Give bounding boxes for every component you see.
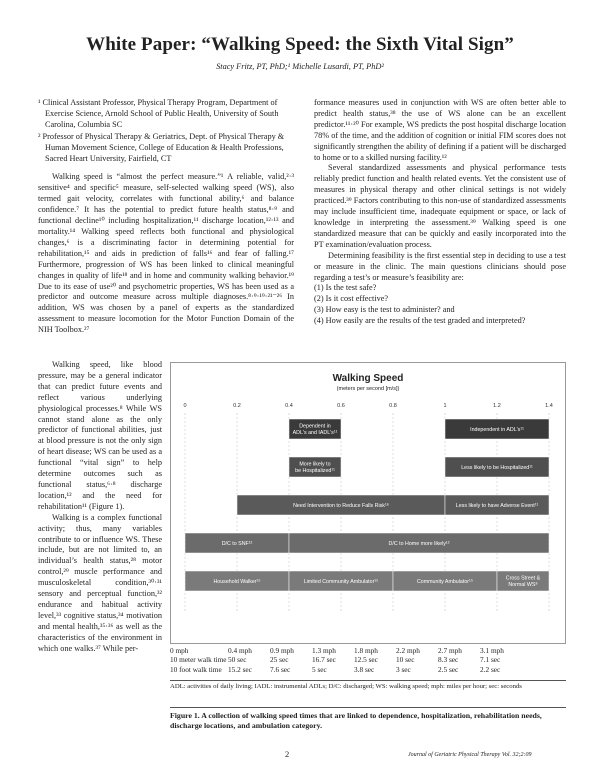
table-cell: 3.1 mph	[480, 646, 504, 655]
tick-label: 1.4	[545, 403, 553, 409]
table-row-10ft	[170, 665, 566, 674]
question-2: (2) Is it cost effective?	[314, 294, 389, 304]
table-cell: 12.5 sec	[354, 655, 378, 665]
page-number: 2	[285, 749, 290, 759]
right-paragraph-1: formance measures used in conjunction with WS are often better able to predict health status,³⁸ the use of WS alone can be an excellent predictor.¹¹·²⁰ For example, WS predicts the post hospital discharge location 78% of the time, and the addition of cognition or initial FIM scores does not significantly strengthen the ability of defining if a patient will be discharged to home or to a skilled nursing facility.¹²	[314, 98, 566, 162]
bar-label: Dependent in ADL's and IADL's¹¹	[292, 423, 338, 436]
table-cell: 3 sec	[396, 664, 411, 674]
question-3: (3) How easy is the test to administer? and	[314, 305, 455, 315]
table-row-mph	[170, 646, 566, 655]
left-column	[38, 98, 294, 336]
bar-label: Household Walker¹⁵	[213, 578, 261, 585]
abbreviations-note: ADL: activities of daily living; IADL: instrumental ADLs; D/C: discharged; WS: walking speed; mph: miles per hour; sec: seconds	[170, 680, 566, 691]
bar-label: More likely to be Hospitalized¹¹	[295, 461, 335, 474]
bar-label: Less likely to be Hospitalized¹¹	[461, 464, 533, 471]
table-cell: 2.5 sec	[438, 664, 459, 674]
bar-label: D/C to SNF¹²	[221, 540, 253, 547]
tick-label: 0.8	[389, 403, 397, 409]
right-column	[314, 98, 566, 327]
table-cell: 0.9 mph	[270, 646, 294, 655]
table-cell: 2.2 sec	[480, 664, 501, 674]
table-cell: 8.3 sec	[438, 655, 459, 665]
narrow-column	[38, 360, 162, 654]
right-paragraph-2: Several standardized assessments and physical performance tests reliably predict function and health related events. Yet the consistent use of measures in physical therapy and other clinical settings is not widely practiced.³⁹ Factors contributing to this non-use of standardized assessments may include insufficient time, inadequate equipment or space, or lack of knowledge in interpreting the assessment.³⁹ Walking speed is one standardized measure that can be quickly and easily incorporated into the PT examination/evaluation process.	[314, 163, 566, 249]
tick-label: 0	[183, 403, 187, 409]
authors-line: Stacy Fritz, PT, PhD;¹ Michelle Lusardi, PT, PhD²	[216, 62, 384, 71]
question-4: (4) How easily are the results of the test graded and interpreted?	[314, 316, 526, 326]
figure-1	[170, 362, 566, 760]
table-cell: 2.7 mph	[438, 646, 462, 655]
affiliation-2: ² Professor of Physical Therapy & Geriatrics, Dept. of Physical Therapy & Human Movement Science, College of Education & Health Professions, Sacred Heart University, Fairfield, CT	[38, 131, 285, 163]
paper-title: White Paper: “Walking Speed: the Sixth Vital Sign”	[86, 34, 514, 55]
table-cell: 2.2 mph	[396, 646, 420, 655]
table-cell: 1.3 mph	[312, 646, 336, 655]
table-cell: 15.2 sec	[228, 664, 252, 674]
bar-label: Cross Street & Normal WS⁸	[505, 575, 541, 588]
right-paragraph-3: Determining feasibility is the first essential step in deciding to use a test or measure in the clinic. The main questions clinicians should pose regarding a test’s or measure’s feasibility are:	[314, 250, 566, 282]
table-cell: 1.8 mph	[354, 646, 378, 655]
table-row-10m	[170, 655, 566, 664]
bar-label: Limited Community Ambulator¹⁵	[303, 578, 379, 585]
intro-paragraph: Walking speed is “almost the perfect measure.”¹ A reliable, valid,²·³ sensitive⁴ and specific⁵ measure, self-selected walking speed (WS), also termed gait velocity, correlates with functional ability,⁶ and balance confidence.⁷ It has the potential to predict future health status,⁸·⁹ and functional decline¹⁰ including hospitalization,¹¹ discharge location,¹²·¹³ and mortality.¹⁴ Walking speed reflects both functional and physiological changes,⁶ is a discriminating factor in determining potential for rehabilitation,¹⁵ and aids in prediction of falls¹⁶ and fear of falling.¹⁷ Furthermore, progression of WS has been linked to clinical meaningful changes in quality of life¹⁸ and in home and community walking behavior.¹⁹ Due to its ease of use²⁰ and psychometric properties, WS has been used as a predictor and outcome measure across multiple diagnoses.⁸·⁹·¹⁹·²¹⁻²⁶ In addition, WS was chosen by a panel of experts as the standardized assessment to measure locomotion for the Motor Function Domain of the NIH Toolbox.²⁷	[38, 172, 294, 335]
vital-sign-paragraph: Walking speed, like blood pressure, may be a general indicator that can predict future events and reflect various underlying physiological processes.⁸ While WS cannot stand alone as the only predictor of functional abilities, just at blood pressure is not the only sign of heart disease; WS can be used as a functional “vital sign” to help determine outcomes such as functional status,⁶·⁸ discharge location,¹² and the need for rehabilitation¹¹ (Figure 1).	[38, 360, 162, 511]
table-cell: 7.6 sec	[270, 664, 291, 674]
affiliation-1: ¹ Clinical Assistant Professor, Physical Therapy Program, Department of Exercise Science, Arnold School of Public Health, University of South Carolina, Columbia SC	[38, 98, 279, 129]
journal-footer: Journal of Geriatric Physical Therapy Vol. 32;2:09	[408, 752, 532, 758]
table-cell: 0.4 mph	[228, 646, 252, 655]
table-cell: 10 meter walk time	[170, 655, 227, 665]
tick-label: 0.2	[233, 403, 241, 409]
tick-label: 0.6	[337, 403, 345, 409]
table-cell: 10 sec	[396, 655, 415, 665]
table-cell: 0 mph	[170, 646, 189, 655]
chart-title: Walking Speed	[332, 373, 404, 384]
table-cell: 16.7 sec	[312, 655, 336, 665]
tick-label: 1	[443, 403, 447, 409]
table-cell: 3.8 sec	[354, 664, 375, 674]
conversion-table	[170, 646, 566, 674]
question-1: (1) Is the test safe?	[314, 283, 377, 293]
table-cell: 7.1 sec	[480, 655, 501, 665]
tick-label: 1.2	[493, 403, 501, 409]
figure-caption: Figure 1. A collection of walking speed times that are linked to dependence, hospitalization, rehabilitation needs, discharge locations, and ambulation category.	[170, 707, 566, 731]
table-cell: 10 foot walk time	[170, 664, 222, 674]
complex-activity-paragraph: Walking is a complex functional activity; thus, many variables contribute to or influence WS. These include, but are not limited to, an individual’s health status,²⁸ motor control,²⁹ muscle performance and musculoskeletal condition,³⁰·³¹ sensory and perceptual function,³² endurance and habitual activity level,³³ cognitive status,³⁴ motivation and mental health,³⁵·³⁶ as well as the characteristics of the environment in which one walks.³⁷ While per-	[38, 512, 162, 653]
tick-label: 0.4	[285, 403, 293, 409]
bar-label: Need Intervention to Reduce Falls Risk¹⁶	[293, 502, 389, 509]
bar-label: Less likely to have Adverse Event¹¹	[455, 502, 539, 509]
table-cell: 50 sec	[228, 655, 247, 665]
table-cell: 5 sec	[312, 664, 327, 674]
chart-subtitle: (meters per second [m/s])	[336, 386, 400, 392]
table-cell: 25 sec	[270, 655, 289, 665]
chart-svg	[171, 363, 565, 643]
walking-speed-chart	[170, 362, 566, 644]
bar-label: D/C to Home more likely¹²	[388, 540, 450, 547]
bar-label: Community Ambulator¹⁵	[416, 578, 474, 585]
bar-label: Independent in ADL's¹¹	[470, 426, 524, 433]
